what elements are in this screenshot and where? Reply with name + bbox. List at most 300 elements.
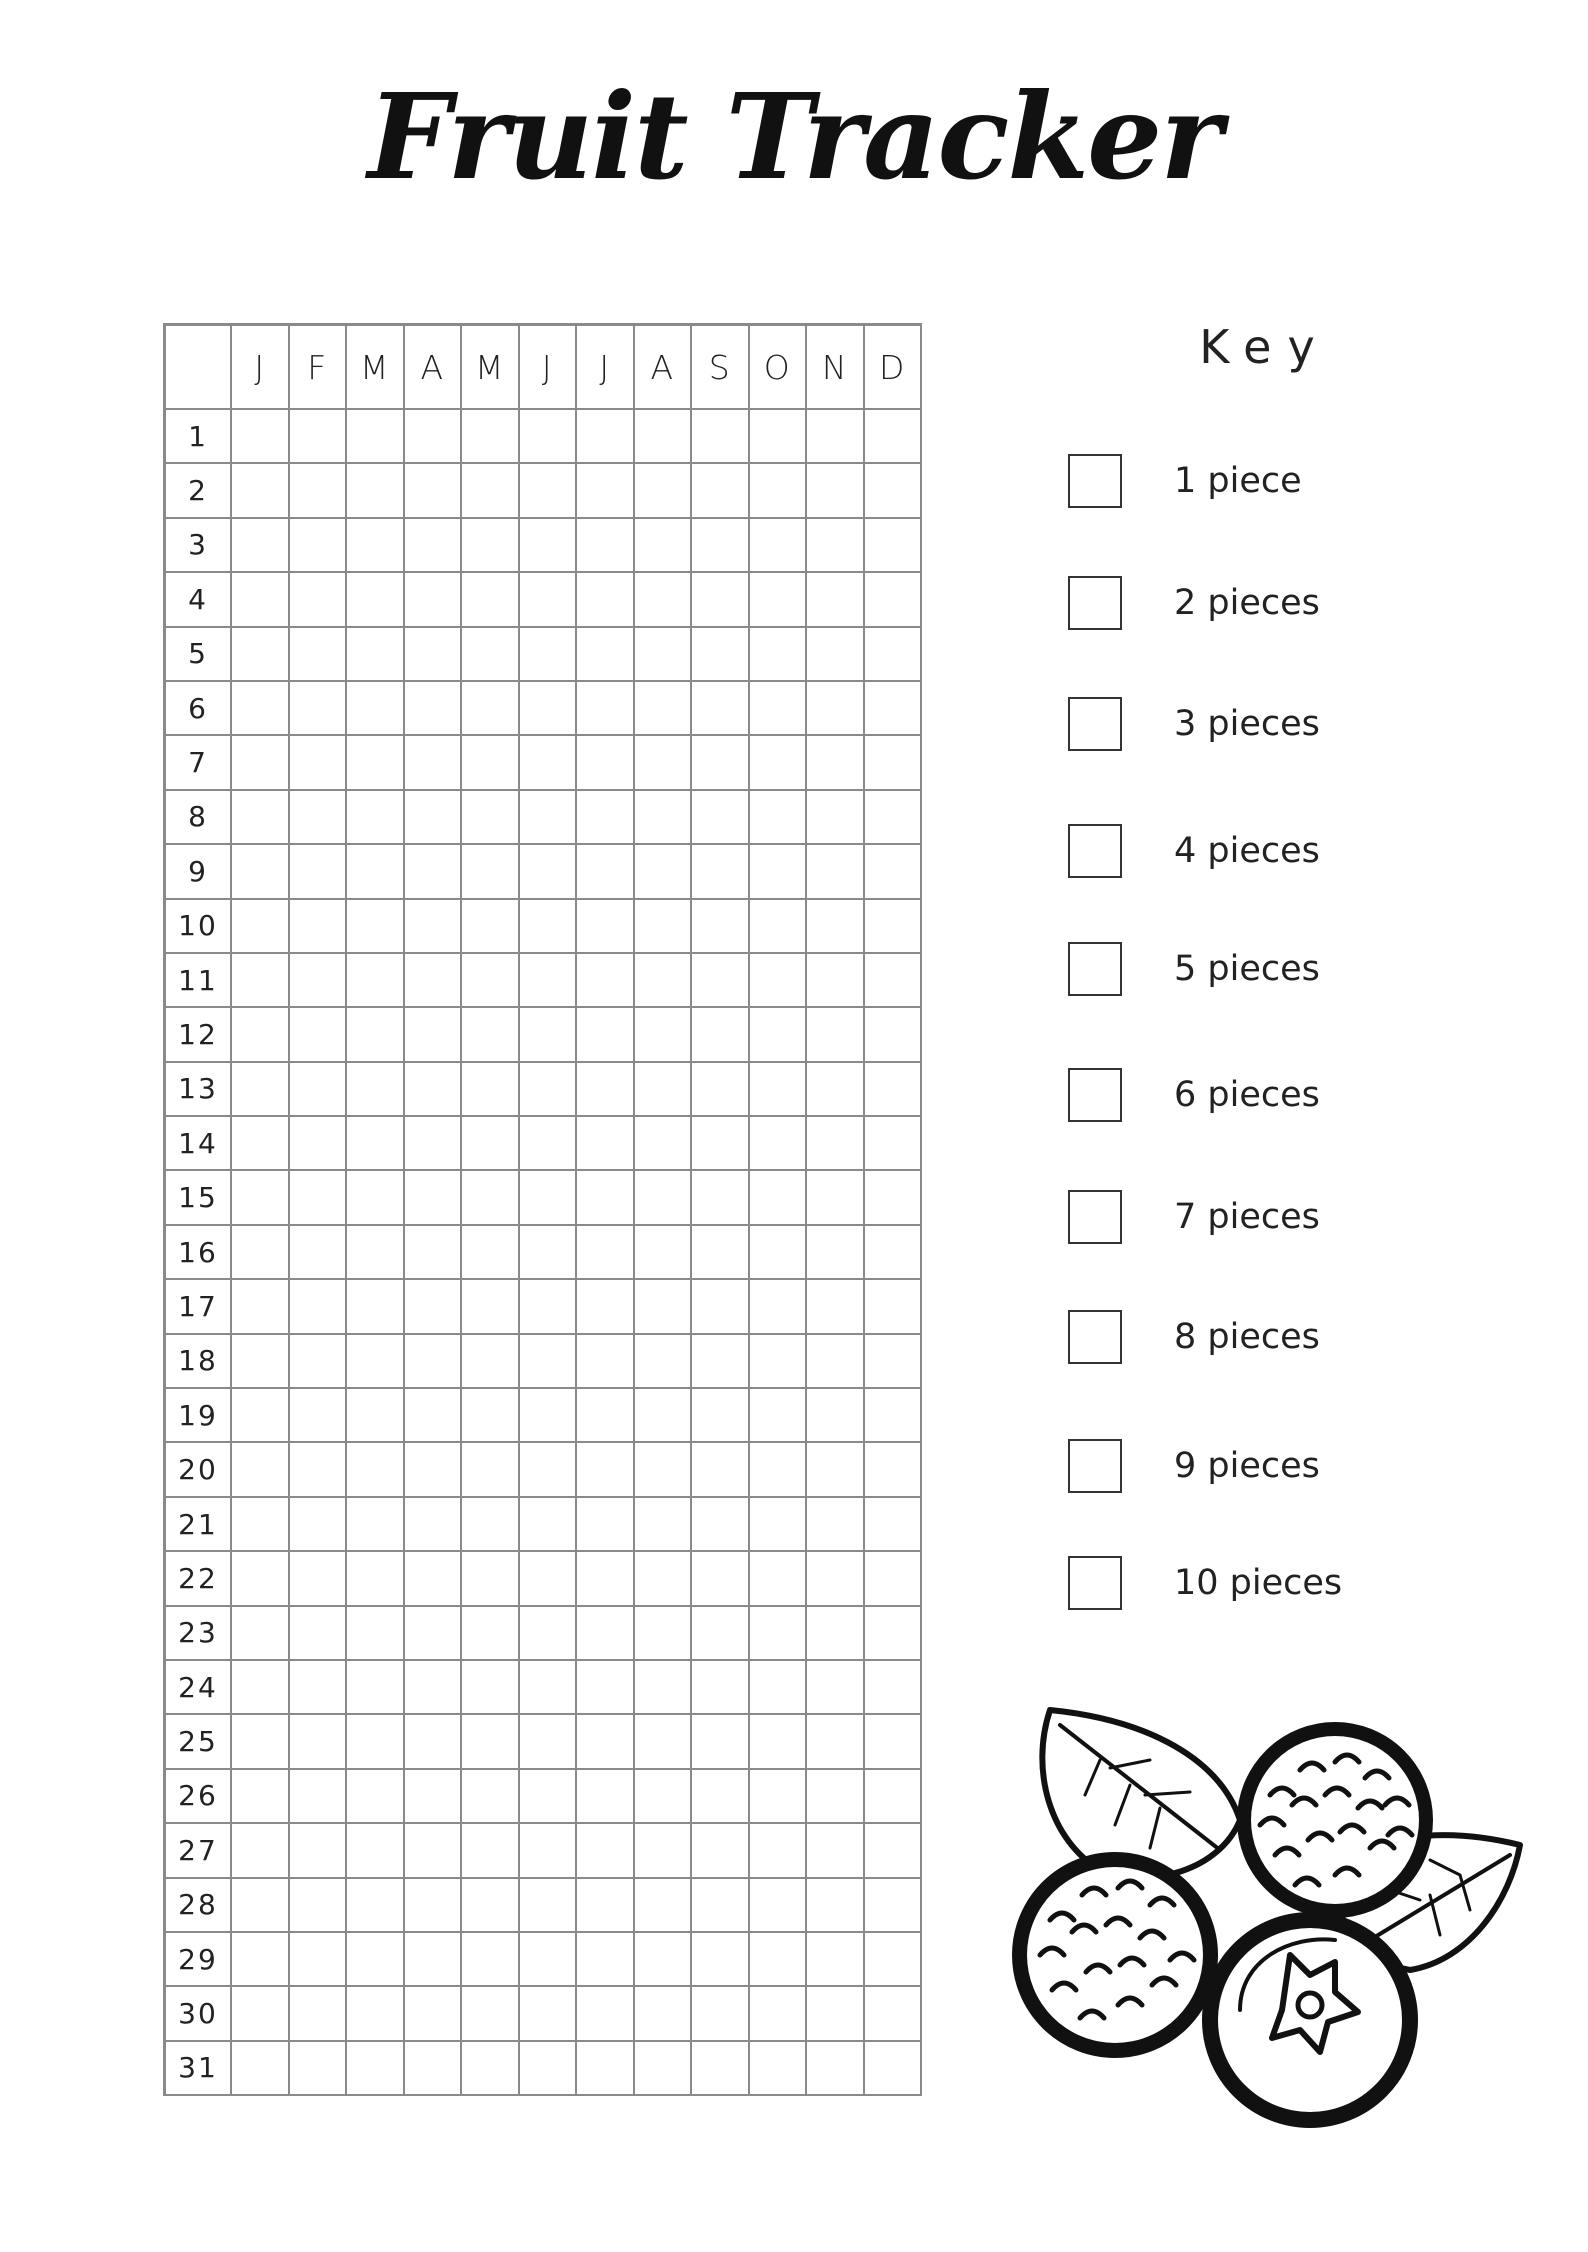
tracker-cell[interactable] (405, 1063, 463, 1117)
key-checkbox[interactable] (1068, 1190, 1122, 1244)
tracker-cell[interactable] (405, 1389, 463, 1443)
tracker-cell[interactable] (692, 519, 750, 573)
key-checkbox[interactable] (1068, 1068, 1122, 1122)
tracker-cell[interactable] (750, 845, 808, 899)
tracker-cell[interactable] (865, 628, 923, 682)
tracker-cell[interactable] (750, 736, 808, 790)
tracker-cell[interactable] (232, 573, 290, 627)
tracker-cell[interactable] (290, 1770, 348, 1824)
tracker-cell[interactable] (347, 1824, 405, 1878)
tracker-cell[interactable] (520, 519, 578, 573)
key-checkbox[interactable] (1068, 824, 1122, 878)
tracker-cell[interactable] (750, 464, 808, 518)
tracker-cell[interactable] (692, 900, 750, 954)
tracker-cell[interactable] (520, 1824, 578, 1878)
tracker-cell[interactable] (232, 1280, 290, 1334)
tracker-cell[interactable] (290, 1063, 348, 1117)
tracker-cell[interactable] (290, 791, 348, 845)
tracker-cell[interactable] (232, 1879, 290, 1933)
tracker-cell[interactable] (807, 1389, 865, 1443)
tracker-cell[interactable] (577, 410, 635, 464)
tracker-cell[interactable] (462, 954, 520, 1008)
tracker-cell[interactable] (290, 519, 348, 573)
tracker-cell[interactable] (290, 954, 348, 1008)
tracker-cell[interactable] (290, 628, 348, 682)
tracker-cell[interactable] (405, 736, 463, 790)
tracker-cell[interactable] (405, 464, 463, 518)
tracker-cell[interactable] (577, 1498, 635, 1552)
tracker-cell[interactable] (807, 1661, 865, 1715)
tracker-cell[interactable] (750, 410, 808, 464)
tracker-cell[interactable] (807, 1171, 865, 1225)
tracker-cell[interactable] (232, 736, 290, 790)
tracker-cell[interactable] (347, 1552, 405, 1606)
tracker-cell[interactable] (865, 1280, 923, 1334)
tracker-cell[interactable] (865, 1607, 923, 1661)
tracker-cell[interactable] (692, 1987, 750, 2041)
tracker-cell[interactable] (405, 519, 463, 573)
tracker-cell[interactable] (807, 791, 865, 845)
tracker-cell[interactable] (635, 1443, 693, 1497)
tracker-cell[interactable] (577, 1171, 635, 1225)
tracker-cell[interactable] (865, 1008, 923, 1062)
tracker-cell[interactable] (807, 1933, 865, 1987)
tracker-cell[interactable] (750, 1063, 808, 1117)
tracker-cell[interactable] (462, 1171, 520, 1225)
tracker-cell[interactable] (692, 1607, 750, 1661)
tracker-cell[interactable] (692, 791, 750, 845)
tracker-cell[interactable] (807, 1008, 865, 1062)
tracker-cell[interactable] (462, 1824, 520, 1878)
tracker-cell[interactable] (520, 1117, 578, 1171)
tracker-cell[interactable] (692, 1715, 750, 1769)
tracker-cell[interactable] (462, 1389, 520, 1443)
tracker-cell[interactable] (865, 791, 923, 845)
tracker-cell[interactable] (520, 791, 578, 845)
tracker-cell[interactable] (347, 1987, 405, 2041)
tracker-cell[interactable] (750, 1226, 808, 1280)
tracker-cell[interactable] (462, 1770, 520, 1824)
tracker-cell[interactable] (520, 1987, 578, 2041)
tracker-cell[interactable] (635, 1661, 693, 1715)
tracker-cell[interactable] (520, 1661, 578, 1715)
tracker-cell[interactable] (635, 1171, 693, 1225)
tracker-cell[interactable] (750, 1280, 808, 1334)
tracker-cell[interactable] (750, 2042, 808, 2096)
tracker-cell[interactable] (232, 1226, 290, 1280)
tracker-cell[interactable] (865, 1171, 923, 1225)
tracker-cell[interactable] (347, 519, 405, 573)
tracker-cell[interactable] (865, 1879, 923, 1933)
tracker-cell[interactable] (520, 1226, 578, 1280)
tracker-cell[interactable] (347, 900, 405, 954)
tracker-cell[interactable] (347, 2042, 405, 2096)
tracker-cell[interactable] (692, 1335, 750, 1389)
tracker-cell[interactable] (347, 682, 405, 736)
tracker-cell[interactable] (692, 1117, 750, 1171)
tracker-cell[interactable] (290, 2042, 348, 2096)
tracker-cell[interactable] (232, 1008, 290, 1062)
tracker-cell[interactable] (405, 1987, 463, 2041)
tracker-cell[interactable] (520, 900, 578, 954)
tracker-cell[interactable] (635, 1335, 693, 1389)
tracker-cell[interactable] (635, 736, 693, 790)
tracker-cell[interactable] (635, 1226, 693, 1280)
tracker-cell[interactable] (405, 1008, 463, 1062)
tracker-cell[interactable] (462, 1715, 520, 1769)
tracker-cell[interactable] (347, 1280, 405, 1334)
tracker-cell[interactable] (635, 1770, 693, 1824)
tracker-cell[interactable] (635, 900, 693, 954)
tracker-cell[interactable] (577, 1063, 635, 1117)
tracker-cell[interactable] (347, 1171, 405, 1225)
tracker-cell[interactable] (807, 1715, 865, 1769)
tracker-cell[interactable] (347, 1661, 405, 1715)
tracker-cell[interactable] (520, 410, 578, 464)
tracker-cell[interactable] (635, 1498, 693, 1552)
tracker-cell[interactable] (865, 1933, 923, 1987)
tracker-cell[interactable] (635, 954, 693, 1008)
tracker-cell[interactable] (405, 682, 463, 736)
tracker-cell[interactable] (692, 573, 750, 627)
tracker-cell[interactable] (807, 519, 865, 573)
tracker-cell[interactable] (462, 1008, 520, 1062)
tracker-cell[interactable] (520, 1933, 578, 1987)
tracker-cell[interactable] (405, 1335, 463, 1389)
tracker-cell[interactable] (520, 628, 578, 682)
tracker-cell[interactable] (347, 1117, 405, 1171)
tracker-cell[interactable] (290, 1933, 348, 1987)
tracker-cell[interactable] (232, 1335, 290, 1389)
tracker-cell[interactable] (347, 1879, 405, 1933)
tracker-cell[interactable] (577, 1879, 635, 1933)
tracker-cell[interactable] (462, 1661, 520, 1715)
tracker-cell[interactable] (750, 519, 808, 573)
tracker-cell[interactable] (462, 845, 520, 899)
tracker-cell[interactable] (692, 1661, 750, 1715)
tracker-cell[interactable] (807, 682, 865, 736)
key-checkbox[interactable] (1068, 942, 1122, 996)
tracker-cell[interactable] (865, 1770, 923, 1824)
tracker-cell[interactable] (405, 2042, 463, 2096)
tracker-cell[interactable] (462, 1552, 520, 1606)
tracker-cell[interactable] (577, 2042, 635, 2096)
tracker-cell[interactable] (635, 791, 693, 845)
tracker-cell[interactable] (520, 954, 578, 1008)
tracker-cell[interactable] (347, 573, 405, 627)
tracker-cell[interactable] (232, 791, 290, 845)
tracker-cell[interactable] (347, 1933, 405, 1987)
tracker-cell[interactable] (347, 1063, 405, 1117)
tracker-cell[interactable] (692, 1879, 750, 1933)
tracker-cell[interactable] (577, 900, 635, 954)
tracker-cell[interactable] (290, 1824, 348, 1878)
tracker-cell[interactable] (405, 954, 463, 1008)
tracker-cell[interactable] (865, 1063, 923, 1117)
tracker-cell[interactable] (865, 519, 923, 573)
tracker-cell[interactable] (462, 736, 520, 790)
tracker-cell[interactable] (577, 1552, 635, 1606)
tracker-cell[interactable] (520, 1498, 578, 1552)
tracker-cell[interactable] (520, 573, 578, 627)
tracker-cell[interactable] (232, 682, 290, 736)
tracker-cell[interactable] (692, 1498, 750, 1552)
key-checkbox[interactable] (1068, 1439, 1122, 1493)
tracker-cell[interactable] (347, 736, 405, 790)
tracker-cell[interactable] (462, 1226, 520, 1280)
tracker-cell[interactable] (577, 1933, 635, 1987)
tracker-cell[interactable] (635, 1607, 693, 1661)
tracker-cell[interactable] (750, 1879, 808, 1933)
tracker-cell[interactable] (577, 1280, 635, 1334)
tracker-cell[interactable] (807, 900, 865, 954)
tracker-cell[interactable] (462, 1335, 520, 1389)
tracker-cell[interactable] (232, 1933, 290, 1987)
tracker-cell[interactable] (232, 1661, 290, 1715)
tracker-cell[interactable] (290, 1443, 348, 1497)
tracker-cell[interactable] (807, 1498, 865, 1552)
tracker-cell[interactable] (692, 2042, 750, 2096)
tracker-cell[interactable] (577, 845, 635, 899)
tracker-cell[interactable] (462, 900, 520, 954)
tracker-cell[interactable] (232, 1063, 290, 1117)
tracker-cell[interactable] (577, 1117, 635, 1171)
tracker-cell[interactable] (635, 1008, 693, 1062)
tracker-cell[interactable] (807, 464, 865, 518)
tracker-cell[interactable] (865, 900, 923, 954)
tracker-cell[interactable] (520, 1389, 578, 1443)
tracker-cell[interactable] (807, 954, 865, 1008)
tracker-cell[interactable] (520, 1335, 578, 1389)
tracker-cell[interactable] (750, 1008, 808, 1062)
tracker-cell[interactable] (232, 900, 290, 954)
tracker-cell[interactable] (577, 1008, 635, 1062)
tracker-cell[interactable] (347, 1443, 405, 1497)
tracker-cell[interactable] (635, 2042, 693, 2096)
tracker-cell[interactable] (577, 1661, 635, 1715)
tracker-cell[interactable] (635, 1117, 693, 1171)
tracker-cell[interactable] (865, 736, 923, 790)
tracker-cell[interactable] (347, 1498, 405, 1552)
tracker-cell[interactable] (405, 845, 463, 899)
tracker-cell[interactable] (405, 628, 463, 682)
tracker-cell[interactable] (865, 1389, 923, 1443)
tracker-cell[interactable] (865, 2042, 923, 2096)
tracker-cell[interactable] (577, 736, 635, 790)
tracker-cell[interactable] (290, 1226, 348, 1280)
tracker-cell[interactable] (692, 1280, 750, 1334)
tracker-cell[interactable] (520, 1607, 578, 1661)
tracker-cell[interactable] (577, 1770, 635, 1824)
tracker-cell[interactable] (692, 1443, 750, 1497)
tracker-cell[interactable] (807, 1607, 865, 1661)
tracker-cell[interactable] (635, 1715, 693, 1769)
tracker-cell[interactable] (462, 1117, 520, 1171)
tracker-cell[interactable] (462, 1443, 520, 1497)
tracker-cell[interactable] (577, 1335, 635, 1389)
tracker-cell[interactable] (807, 410, 865, 464)
tracker-cell[interactable] (232, 1443, 290, 1497)
tracker-cell[interactable] (577, 573, 635, 627)
tracker-cell[interactable] (232, 519, 290, 573)
tracker-cell[interactable] (807, 2042, 865, 2096)
tracker-cell[interactable] (807, 628, 865, 682)
tracker-cell[interactable] (520, 1879, 578, 1933)
tracker-cell[interactable] (865, 1552, 923, 1606)
tracker-cell[interactable] (405, 1661, 463, 1715)
tracker-cell[interactable] (750, 1117, 808, 1171)
tracker-cell[interactable] (347, 954, 405, 1008)
tracker-cell[interactable] (462, 628, 520, 682)
tracker-cell[interactable] (750, 900, 808, 954)
tracker-cell[interactable] (232, 2042, 290, 2096)
tracker-cell[interactable] (635, 1063, 693, 1117)
tracker-cell[interactable] (520, 682, 578, 736)
key-checkbox[interactable] (1068, 1556, 1122, 1610)
tracker-cell[interactable] (635, 410, 693, 464)
tracker-cell[interactable] (577, 1715, 635, 1769)
tracker-cell[interactable] (807, 1335, 865, 1389)
tracker-cell[interactable] (290, 573, 348, 627)
tracker-cell[interactable] (865, 954, 923, 1008)
tracker-cell[interactable] (405, 1280, 463, 1334)
tracker-cell[interactable] (520, 1063, 578, 1117)
tracker-cell[interactable] (692, 1552, 750, 1606)
tracker-cell[interactable] (290, 736, 348, 790)
tracker-cell[interactable] (290, 845, 348, 899)
tracker-cell[interactable] (750, 791, 808, 845)
tracker-cell[interactable] (347, 1226, 405, 1280)
tracker-cell[interactable] (405, 1443, 463, 1497)
tracker-cell[interactable] (692, 736, 750, 790)
tracker-cell[interactable] (462, 410, 520, 464)
tracker-cell[interactable] (232, 845, 290, 899)
tracker-cell[interactable] (232, 1987, 290, 2041)
tracker-cell[interactable] (290, 1715, 348, 1769)
tracker-cell[interactable] (807, 1770, 865, 1824)
tracker-cell[interactable] (462, 1933, 520, 1987)
tracker-cell[interactable] (750, 1824, 808, 1878)
tracker-cell[interactable] (807, 1987, 865, 2041)
tracker-cell[interactable] (865, 682, 923, 736)
tracker-cell[interactable] (290, 1987, 348, 2041)
tracker-cell[interactable] (577, 1389, 635, 1443)
tracker-cell[interactable] (807, 845, 865, 899)
tracker-cell[interactable] (232, 1389, 290, 1443)
tracker-cell[interactable] (405, 791, 463, 845)
tracker-cell[interactable] (692, 410, 750, 464)
tracker-cell[interactable] (347, 1715, 405, 1769)
tracker-cell[interactable] (290, 1335, 348, 1389)
tracker-cell[interactable] (750, 954, 808, 1008)
key-checkbox[interactable] (1068, 697, 1122, 751)
tracker-cell[interactable] (807, 736, 865, 790)
tracker-cell[interactable] (865, 1824, 923, 1878)
tracker-cell[interactable] (520, 2042, 578, 2096)
tracker-cell[interactable] (347, 1770, 405, 1824)
tracker-cell[interactable] (750, 573, 808, 627)
tracker-cell[interactable] (520, 464, 578, 518)
tracker-cell[interactable] (692, 1063, 750, 1117)
tracker-cell[interactable] (750, 1987, 808, 2041)
tracker-cell[interactable] (865, 1987, 923, 2041)
tracker-cell[interactable] (520, 1715, 578, 1769)
tracker-cell[interactable] (635, 1987, 693, 2041)
tracker-cell[interactable] (635, 1280, 693, 1334)
tracker-cell[interactable] (635, 1389, 693, 1443)
tracker-cell[interactable] (577, 1824, 635, 1878)
tracker-cell[interactable] (347, 464, 405, 518)
tracker-cell[interactable] (290, 1008, 348, 1062)
tracker-cell[interactable] (807, 573, 865, 627)
tracker-cell[interactable] (577, 1226, 635, 1280)
tracker-cell[interactable] (865, 1226, 923, 1280)
tracker-cell[interactable] (865, 1117, 923, 1171)
tracker-cell[interactable] (807, 1824, 865, 1878)
tracker-cell[interactable] (865, 573, 923, 627)
tracker-cell[interactable] (232, 410, 290, 464)
tracker-cell[interactable] (577, 1443, 635, 1497)
tracker-cell[interactable] (290, 464, 348, 518)
tracker-cell[interactable] (750, 1171, 808, 1225)
tracker-cell[interactable] (750, 682, 808, 736)
tracker-cell[interactable] (692, 464, 750, 518)
tracker-cell[interactable] (462, 519, 520, 573)
tracker-cell[interactable] (750, 1552, 808, 1606)
tracker-cell[interactable] (520, 845, 578, 899)
tracker-cell[interactable] (290, 1661, 348, 1715)
tracker-cell[interactable] (290, 1879, 348, 1933)
tracker-cell[interactable] (635, 628, 693, 682)
tracker-cell[interactable] (405, 1607, 463, 1661)
tracker-cell[interactable] (750, 1498, 808, 1552)
tracker-cell[interactable] (347, 791, 405, 845)
tracker-cell[interactable] (520, 736, 578, 790)
tracker-cell[interactable] (462, 682, 520, 736)
tracker-cell[interactable] (807, 1063, 865, 1117)
tracker-cell[interactable] (347, 628, 405, 682)
tracker-cell[interactable] (347, 1335, 405, 1389)
tracker-cell[interactable] (462, 791, 520, 845)
tracker-cell[interactable] (750, 1715, 808, 1769)
key-checkbox[interactable] (1068, 454, 1122, 508)
tracker-cell[interactable] (692, 1171, 750, 1225)
tracker-cell[interactable] (750, 1607, 808, 1661)
tracker-cell[interactable] (232, 1607, 290, 1661)
tracker-cell[interactable] (232, 464, 290, 518)
tracker-cell[interactable] (405, 1715, 463, 1769)
tracker-cell[interactable] (865, 1335, 923, 1389)
tracker-cell[interactable] (692, 1824, 750, 1878)
tracker-cell[interactable] (462, 1987, 520, 2041)
tracker-cell[interactable] (520, 1171, 578, 1225)
tracker-cell[interactable] (405, 900, 463, 954)
tracker-cell[interactable] (635, 845, 693, 899)
tracker-cell[interactable] (232, 1715, 290, 1769)
tracker-cell[interactable] (577, 519, 635, 573)
tracker-cell[interactable] (807, 1280, 865, 1334)
tracker-cell[interactable] (692, 845, 750, 899)
tracker-cell[interactable] (635, 1933, 693, 1987)
tracker-cell[interactable] (462, 1063, 520, 1117)
tracker-cell[interactable] (290, 410, 348, 464)
tracker-cell[interactable] (232, 1824, 290, 1878)
tracker-cell[interactable] (577, 682, 635, 736)
tracker-cell[interactable] (290, 1280, 348, 1334)
tracker-cell[interactable] (750, 1389, 808, 1443)
tracker-cell[interactable] (635, 519, 693, 573)
tracker-cell[interactable] (577, 1987, 635, 2041)
